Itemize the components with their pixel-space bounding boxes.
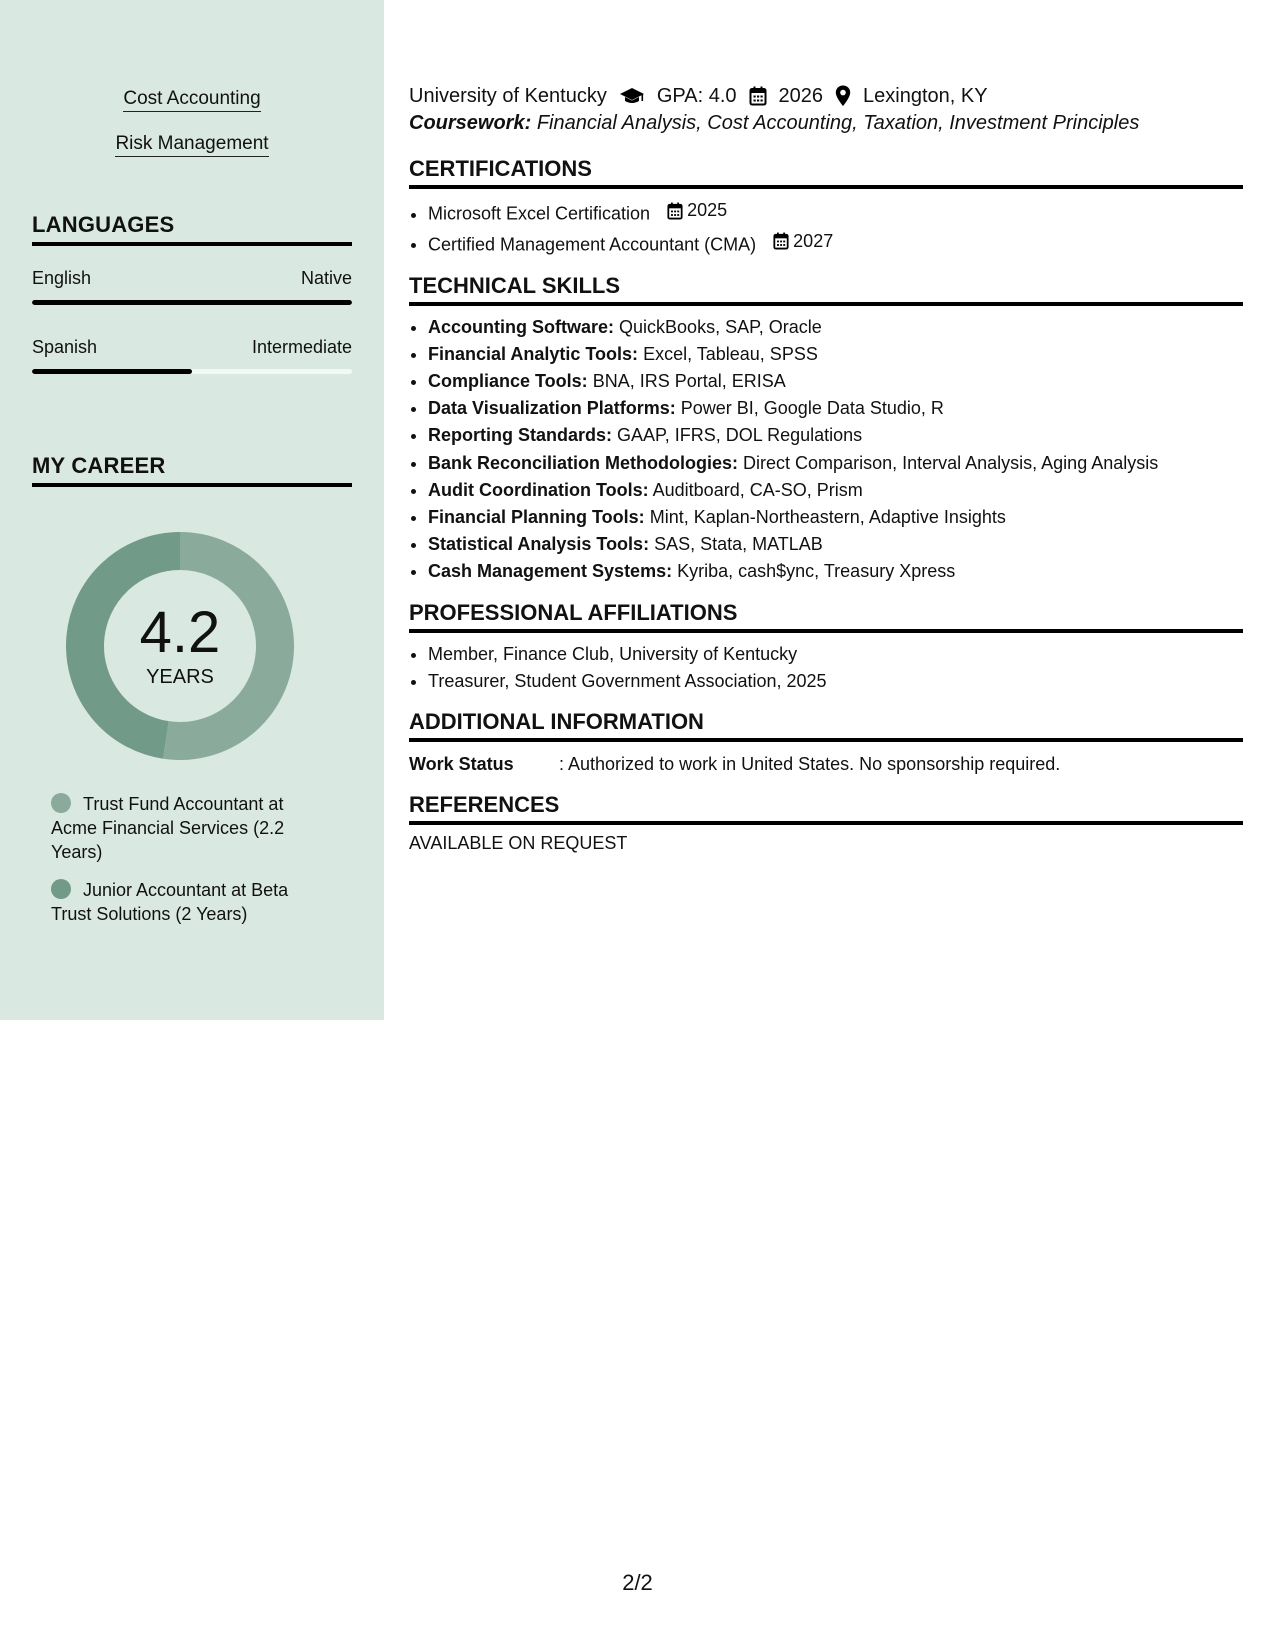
certifications-list <box>409 197 1243 259</box>
calendar-icon <box>773 232 789 250</box>
language-row-english <box>32 268 352 289</box>
skill-link-risk-management[interactable] <box>0 133 384 155</box>
career-total-unit: YEARS <box>146 665 214 688</box>
certification-item <box>428 197 1243 228</box>
skill-item <box>428 531 1243 558</box>
technical-skills-heading: TECHNICAL SKILLS <box>409 273 1243 306</box>
career-legend-label: Trust Fund Accountant at Acme Financial Services (2.2 Years) <box>51 794 285 862</box>
skill-value: BNA, IRS Portal, ERISA <box>592 371 786 391</box>
languages-heading: LANGUAGES <box>32 212 352 246</box>
skill-label: Financial Planning Tools: <box>428 507 645 528</box>
language-bar-spanish <box>32 369 352 374</box>
skill-link-label: Risk Management <box>115 133 268 157</box>
language-name: Spanish <box>32 337 98 357</box>
skill-label: Reporting Standards: <box>428 425 613 446</box>
skill-item <box>428 504 1243 531</box>
affiliation-item: • Member, Finance Club, University of Kentucky <box>428 641 1243 668</box>
skill-value: SAS, Stata, MATLAB <box>654 534 823 555</box>
legend-dot <box>51 879 71 899</box>
career-legend-item <box>51 878 321 926</box>
affiliations-heading: PROFESSIONAL AFFILIATIONS <box>409 600 1243 633</box>
certification-name: Certified Management Accountant (CMA) <box>428 234 757 255</box>
language-level: Native <box>300 268 352 288</box>
skill-item <box>428 558 1243 585</box>
certification-date <box>773 228 833 255</box>
certification-name: Microsoft Excel Certification <box>428 203 651 224</box>
coursework-label: Coursework: <box>409 112 532 134</box>
gpa: GPA: 4.0 <box>656 84 737 107</box>
career-legend-label: Junior Accountant at Beta Trust Solutions (2 Years) <box>51 880 289 924</box>
skill-value: QuickBooks, SAP, Oracle <box>619 316 822 337</box>
skill-value: Kyriba, cash$ync, Treasury Xpress <box>677 561 956 582</box>
skill-label: Financial Analytic Tools: <box>428 343 639 364</box>
language-bar-fill <box>32 300 352 305</box>
legend-dot <box>51 793 71 813</box>
skill-item <box>428 341 1243 368</box>
coursework-value: Financial Analysis, Cost Accounting, Taxation, Investment Principles <box>536 112 1140 134</box>
sidebar <box>0 0 384 1020</box>
skill-value: Excel, Tableau, SPSS <box>643 343 818 364</box>
skill-item <box>428 450 1243 477</box>
skill-value: Direct Comparison, Interval Analysis, Aging Analysis <box>743 452 1159 473</box>
skill-item <box>428 422 1243 449</box>
additional-info-heading: ADDITIONAL INFORMATION <box>409 709 1243 742</box>
main-content <box>409 80 1243 854</box>
skill-item <box>428 368 1243 395</box>
coursework-line <box>409 112 1243 142</box>
skill-value: GAAP, IFRS, DOL Regulations <box>617 425 863 446</box>
language-name: English <box>32 268 92 288</box>
work-status-value: : Authorized to work in United States. No sponsorship required. <box>559 753 1061 774</box>
language-bar-english <box>32 300 352 305</box>
calendar-icon <box>749 86 767 106</box>
page-number: 2/2 <box>622 1570 653 1595</box>
skill-label: Compliance Tools: <box>428 371 588 391</box>
skill-label: Cash Management Systems: <box>428 561 673 582</box>
skill-link-label: Cost Accounting <box>123 88 260 112</box>
language-level: Intermediate <box>251 337 352 357</box>
work-status-label: Work Status <box>409 753 514 774</box>
career-legend-item <box>51 792 321 864</box>
skill-item <box>428 395 1243 422</box>
donut-center <box>66 532 294 760</box>
map-pin-icon <box>835 85 851 107</box>
skill-label: Data Visualization Platforms: <box>428 398 676 419</box>
skill-link-cost-accounting[interactable] <box>0 88 384 110</box>
certifications-heading: CERTIFICATIONS <box>409 156 1243 189</box>
career-total-value: 4.2 <box>139 599 221 665</box>
affiliation-item: • Treasurer, Student Government Association, 2025 <box>428 668 1243 695</box>
skill-label: Bank Reconciliation Methodologies: <box>428 452 739 473</box>
skill-item <box>428 314 1243 341</box>
language-bar-fill <box>32 369 192 374</box>
location: Lexington, KY <box>863 84 988 107</box>
career-legend <box>51 792 321 940</box>
skill-value: Mint, Kaplan-Northeastern, Adaptive Insights <box>649 507 1006 528</box>
skill-label: Accounting Software: <box>428 316 615 337</box>
language-row-spanish <box>32 337 352 358</box>
certification-year: 2025 <box>687 200 728 220</box>
education-line <box>409 80 1243 112</box>
certification-year: 2027 <box>793 230 834 251</box>
graduation-year: 2026 <box>778 84 824 107</box>
certification-item <box>428 228 1243 259</box>
certification-date <box>667 197 727 224</box>
references-heading: REFERENCES <box>409 792 1243 825</box>
skill-value: Auditboard, CA-SO, Prism <box>652 479 863 500</box>
graduation-cap-icon <box>619 86 645 106</box>
skill-label: Audit Coordination Tools: <box>428 479 649 500</box>
career-donut-chart <box>66 532 294 760</box>
skill-item <box>428 477 1243 504</box>
calendar-icon <box>667 202 683 220</box>
skill-value: Power BI, Google Data Studio, R <box>680 398 944 419</box>
skill-label: Statistical Analysis Tools: <box>428 534 650 555</box>
work-status-row <box>409 750 1243 778</box>
affiliations-list <box>409 641 1243 695</box>
university-name: University of Kentucky <box>409 84 607 107</box>
references-text: AVAILABLE ON REQUEST <box>409 833 628 854</box>
career-heading: MY CAREER <box>32 453 352 487</box>
technical-skills-list <box>409 314 1243 586</box>
